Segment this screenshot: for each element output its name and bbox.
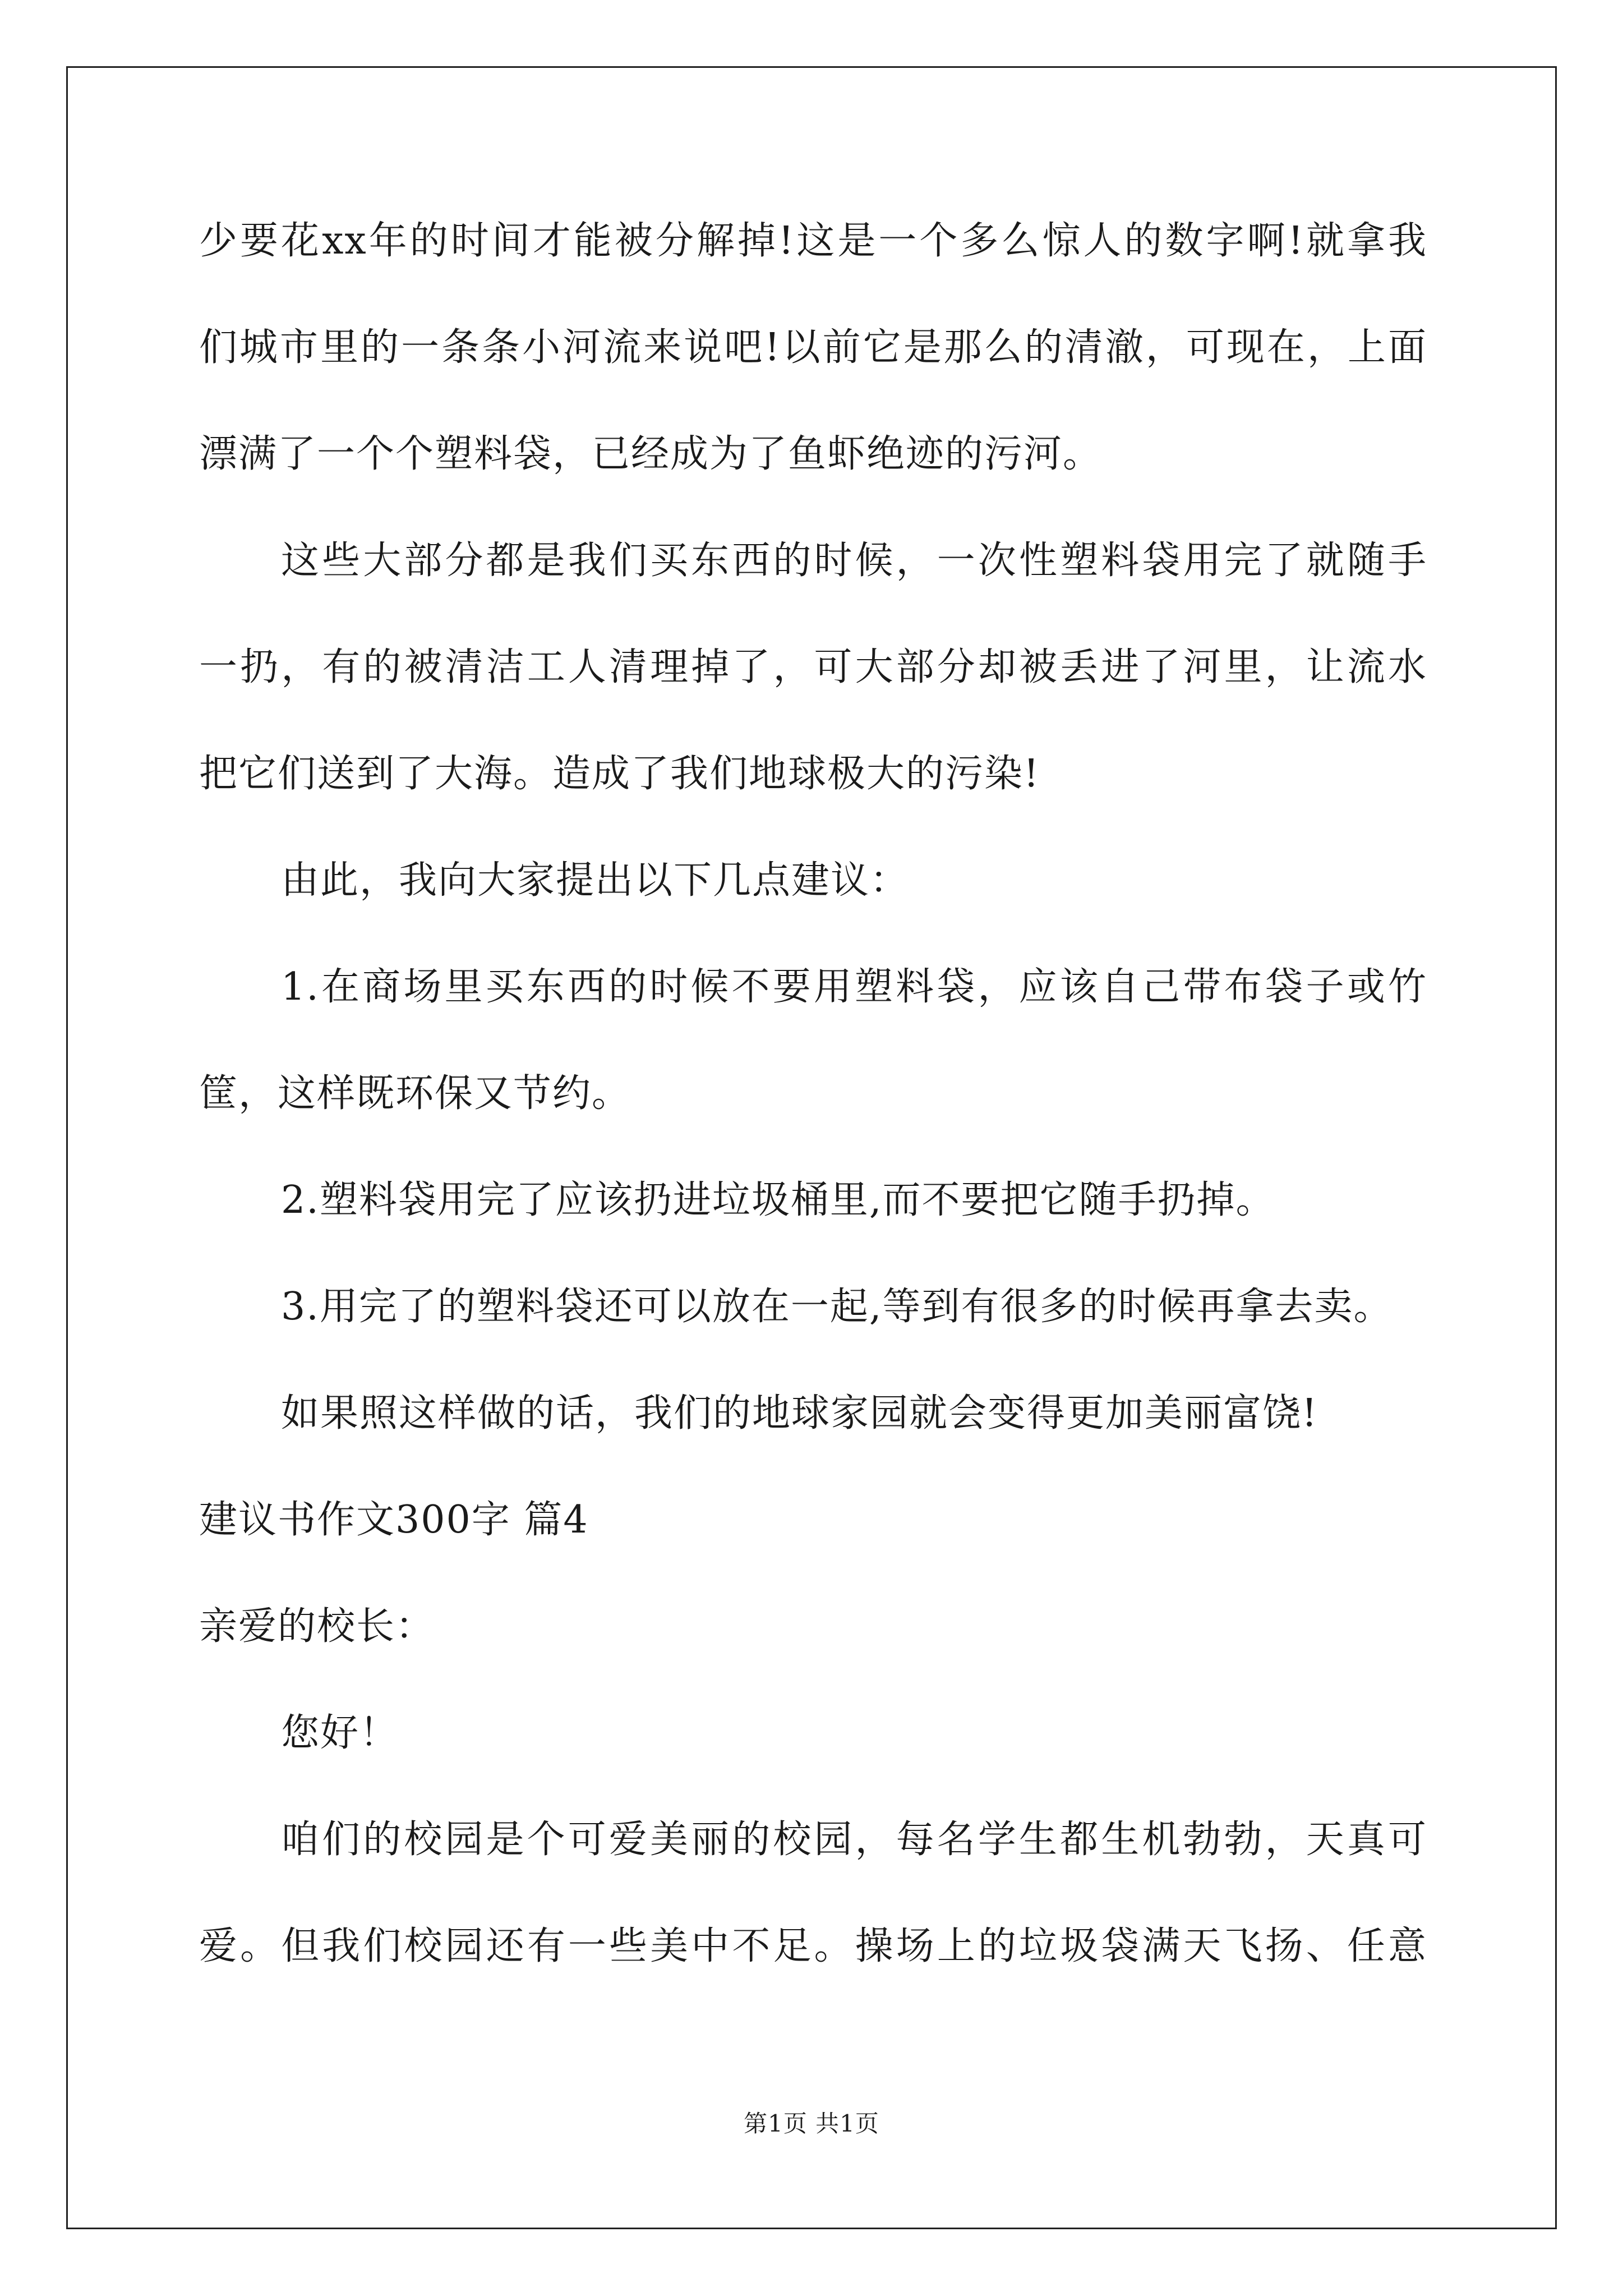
text-line: 们城市里的一条条小河流来说吧!以前它是那么的清澈，可现在，上面 [199,325,1427,370]
page-border [66,66,1557,2229]
text-line: 这些大部分都是我们买东西的时候，一次性塑料袋用完了就随手 [281,539,1427,583]
section-heading: 建议书作文300字 篇4 [199,1498,589,1542]
text-line: 1.在商场里买东西的时候不要用塑料袋，应该自己带布袋子或竹 [281,965,1427,1009]
text-line: 3.用完了的塑料袋还可以放在一起,等到有很多的时候再拿去卖。 [281,1285,1393,1329]
greeting: 您好！ [281,1711,399,1755]
text-line: 咱们的校园是个可爱美丽的校园，每名学生都生机勃勃，天真可 [281,1818,1427,1862]
text-line: 2.塑料袋用完了应该扔进垃圾桶里,而不要把它随手扔掉。 [281,1178,1275,1222]
text-line: 筐，这样既环保又节约。 [199,1071,631,1116]
text-line: 漂满了一个个塑料袋，已经成为了鱼虾绝迹的污河。 [199,432,1103,476]
text-line: 由此，我向大家提出以下几点建议： [281,858,910,903]
text-line: 少要花xx年的时间才能被分解掉!这是一个多么惊人的数字啊!就拿我 [199,219,1427,263]
text-line: 如果照这样做的话，我们的地球家园就会变得更加美丽富饶! [281,1391,1318,1435]
text-line: 把它们送到了大海。造成了我们地球极大的污染! [199,752,1040,796]
salutation: 亲爱的校长： [199,1604,435,1649]
text-line: 爱。但我们校园还有一些美中不足。操场上的垃圾袋满天飞扬、任意 [199,1924,1427,1968]
text-line: 一扔，有的被清洁工人清理掉了，可大部分却被丢进了河里，让流水 [199,645,1427,689]
page-footer: 第1页 共1页 [744,2110,879,2137]
